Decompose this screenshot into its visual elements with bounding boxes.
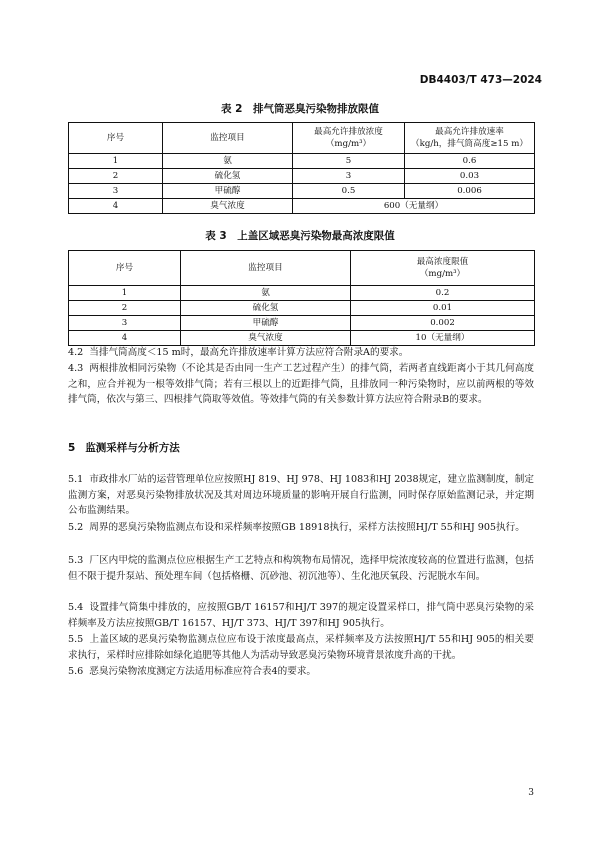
table2-cell: 2 bbox=[69, 169, 163, 184]
table3-cell: 硫化氢 bbox=[181, 301, 351, 316]
table3-max-concentration bbox=[68, 250, 535, 346]
table2-cell: 5 bbox=[293, 154, 405, 169]
clause-number: 5.3 bbox=[68, 555, 84, 566]
table-row bbox=[69, 316, 535, 331]
table2-cell: 3 bbox=[69, 184, 163, 199]
table3-cell: 10（无量纲） bbox=[351, 331, 535, 346]
table-row bbox=[69, 199, 535, 214]
table3-title: 表 3 上盖区域恶臭污染物最高浓度限值 bbox=[205, 230, 395, 242]
clause-text: 厂区内甲烷的监测点位应根据生产工艺特点和构筑物布局情况，选择甲烷浓度较高的位置进行监测，包括但不限于提升泵站、预处理车间（包括格栅、沉砂池、初沉池等）、生化池厌氧段、污泥脱水车间。 bbox=[68, 555, 534, 582]
table2-title: 表 2 排气筒恶臭污染物排放限值 bbox=[221, 103, 379, 115]
table2-cell: 甲硫醇 bbox=[163, 184, 293, 199]
clause-5-3 bbox=[68, 553, 534, 584]
table3-cell: 2 bbox=[69, 301, 181, 316]
clause-4-3 bbox=[68, 361, 534, 408]
section-number: 5 bbox=[68, 442, 76, 454]
table-row bbox=[69, 301, 535, 316]
table2-emission-limits bbox=[68, 122, 535, 214]
clause-text: 市政排水厂站的运营管理单位应按照HJ 819、HJ 978、HJ 1083和HJ 2038规定，建立监测制度，制定监测方案，对恶臭污染物排放状况及其对周边环境质量的影响开展自行监测，同时保存原始监测记录，并定期公布监测结果。 bbox=[68, 474, 534, 517]
document-code: DB4403/T 473—2024 bbox=[419, 74, 542, 86]
clause-text: 当排气筒高度＜15 m时，最高允许排放速率计算方法应符合附录A的要求。 bbox=[89, 347, 409, 358]
table3-cell: 1 bbox=[69, 286, 181, 301]
table3-cell: 3 bbox=[69, 316, 181, 331]
table2-cell: 1 bbox=[69, 154, 163, 169]
table2-cell: 4 bbox=[69, 199, 163, 214]
table2-cell: 氨 bbox=[163, 154, 293, 169]
page-number: 3 bbox=[528, 788, 534, 798]
table2-cell: 0.5 bbox=[293, 184, 405, 199]
table2-cell: 硫化氢 bbox=[163, 169, 293, 184]
table3-cell: 0.2 bbox=[351, 286, 535, 301]
clause-4-2 bbox=[68, 345, 534, 361]
clause-text: 恶臭污染物浓度测定方法适用标准应符合表4的要求。 bbox=[89, 666, 317, 677]
table2-cell: 0.006 bbox=[405, 184, 535, 199]
table2-cell: 臭气浓度 bbox=[163, 199, 293, 214]
table3-cell: 4 bbox=[69, 331, 181, 346]
section-5-heading bbox=[68, 440, 180, 455]
clause-number: 5.4 bbox=[68, 602, 84, 613]
clause-text: 上盖区域的恶臭污染物监测点位应布设于浓度最高点，采样频率及方法按照HJ/T 55和HJ 905的相关要求执行，采样时应排除如绿化追肥等其他人为活动导致恶臭污染物环境背景浓度升高的干扰。 bbox=[68, 634, 534, 661]
clause-text: 设置排气筒集中排放的，应按照GB/T 16157和HJ/T 397的规定设置采样口，排气筒中恶臭污染物的采样频率及方法应按照GB/T 16157、HJ/T 373、HJ/T 397和HJ 905执行。 bbox=[68, 602, 534, 629]
clause-number: 5.5 bbox=[68, 634, 84, 645]
table-row bbox=[69, 286, 535, 301]
table2-cell: 3 bbox=[293, 169, 405, 184]
table3-cell: 0.002 bbox=[351, 316, 535, 331]
table3-cell: 0.01 bbox=[351, 301, 535, 316]
table3-header-limit: 最高浓度限值 （mg/m³） bbox=[351, 251, 535, 286]
clause-5-6 bbox=[68, 664, 534, 680]
table3-cell: 臭气浓度 bbox=[181, 331, 351, 346]
table2-header-item: 监控项目 bbox=[163, 123, 293, 154]
clause-number: 5.6 bbox=[68, 666, 84, 677]
table3-header-item: 监控项目 bbox=[181, 251, 351, 286]
table3-header-row bbox=[69, 251, 535, 286]
clause-number: 5.1 bbox=[68, 474, 84, 485]
table-row bbox=[69, 169, 535, 184]
clause-text: 两根排放相同污染物（不论其是否由同一生产工艺过程产生）的排气筒，若两者直线距离小于其几何高度之和，应合并视为一根等效排气筒；若有三根以上的近距排气筒，且排放同一种污染物时，应以前两根的等效排气筒，依次与第三、四根排气筒取等效值。等效排气筒的有关参数计算方法应符合附录B的要求。 bbox=[68, 363, 534, 406]
table2-header-seq: 序号 bbox=[69, 123, 163, 154]
table-row bbox=[69, 154, 535, 169]
table3-cell: 甲硫醇 bbox=[181, 316, 351, 331]
clause-5-5 bbox=[68, 632, 534, 663]
table2-cell: 600（无量纲） bbox=[293, 199, 535, 214]
table2-header-row bbox=[69, 123, 535, 154]
section-title: 监测采样与分析方法 bbox=[85, 442, 180, 454]
table3-cell: 氨 bbox=[181, 286, 351, 301]
table2-cell: 0.03 bbox=[405, 169, 535, 184]
clause-5-2 bbox=[68, 520, 534, 536]
table2-cell: 0.6 bbox=[405, 154, 535, 169]
clause-5-4 bbox=[68, 600, 534, 631]
table-row bbox=[69, 331, 535, 346]
clause-number: 4.2 bbox=[68, 347, 84, 358]
clause-5-1 bbox=[68, 472, 534, 519]
table3-header-seq: 序号 bbox=[69, 251, 181, 286]
table-row bbox=[69, 184, 535, 199]
table2-header-concentration: 最高允许排放浓度 （mg/m³） bbox=[293, 123, 405, 154]
table2-header-rate: 最高允许排放速率 （kg/h，排气筒高度≥15 m） bbox=[405, 123, 535, 154]
clause-number: 4.3 bbox=[68, 363, 84, 374]
clause-number: 5.2 bbox=[68, 522, 84, 533]
clause-text: 周界的恶臭污染物监测点布设和采样频率按照GB 18918执行，采样方法按照HJ/T 55和HJ 905执行。 bbox=[89, 522, 525, 533]
